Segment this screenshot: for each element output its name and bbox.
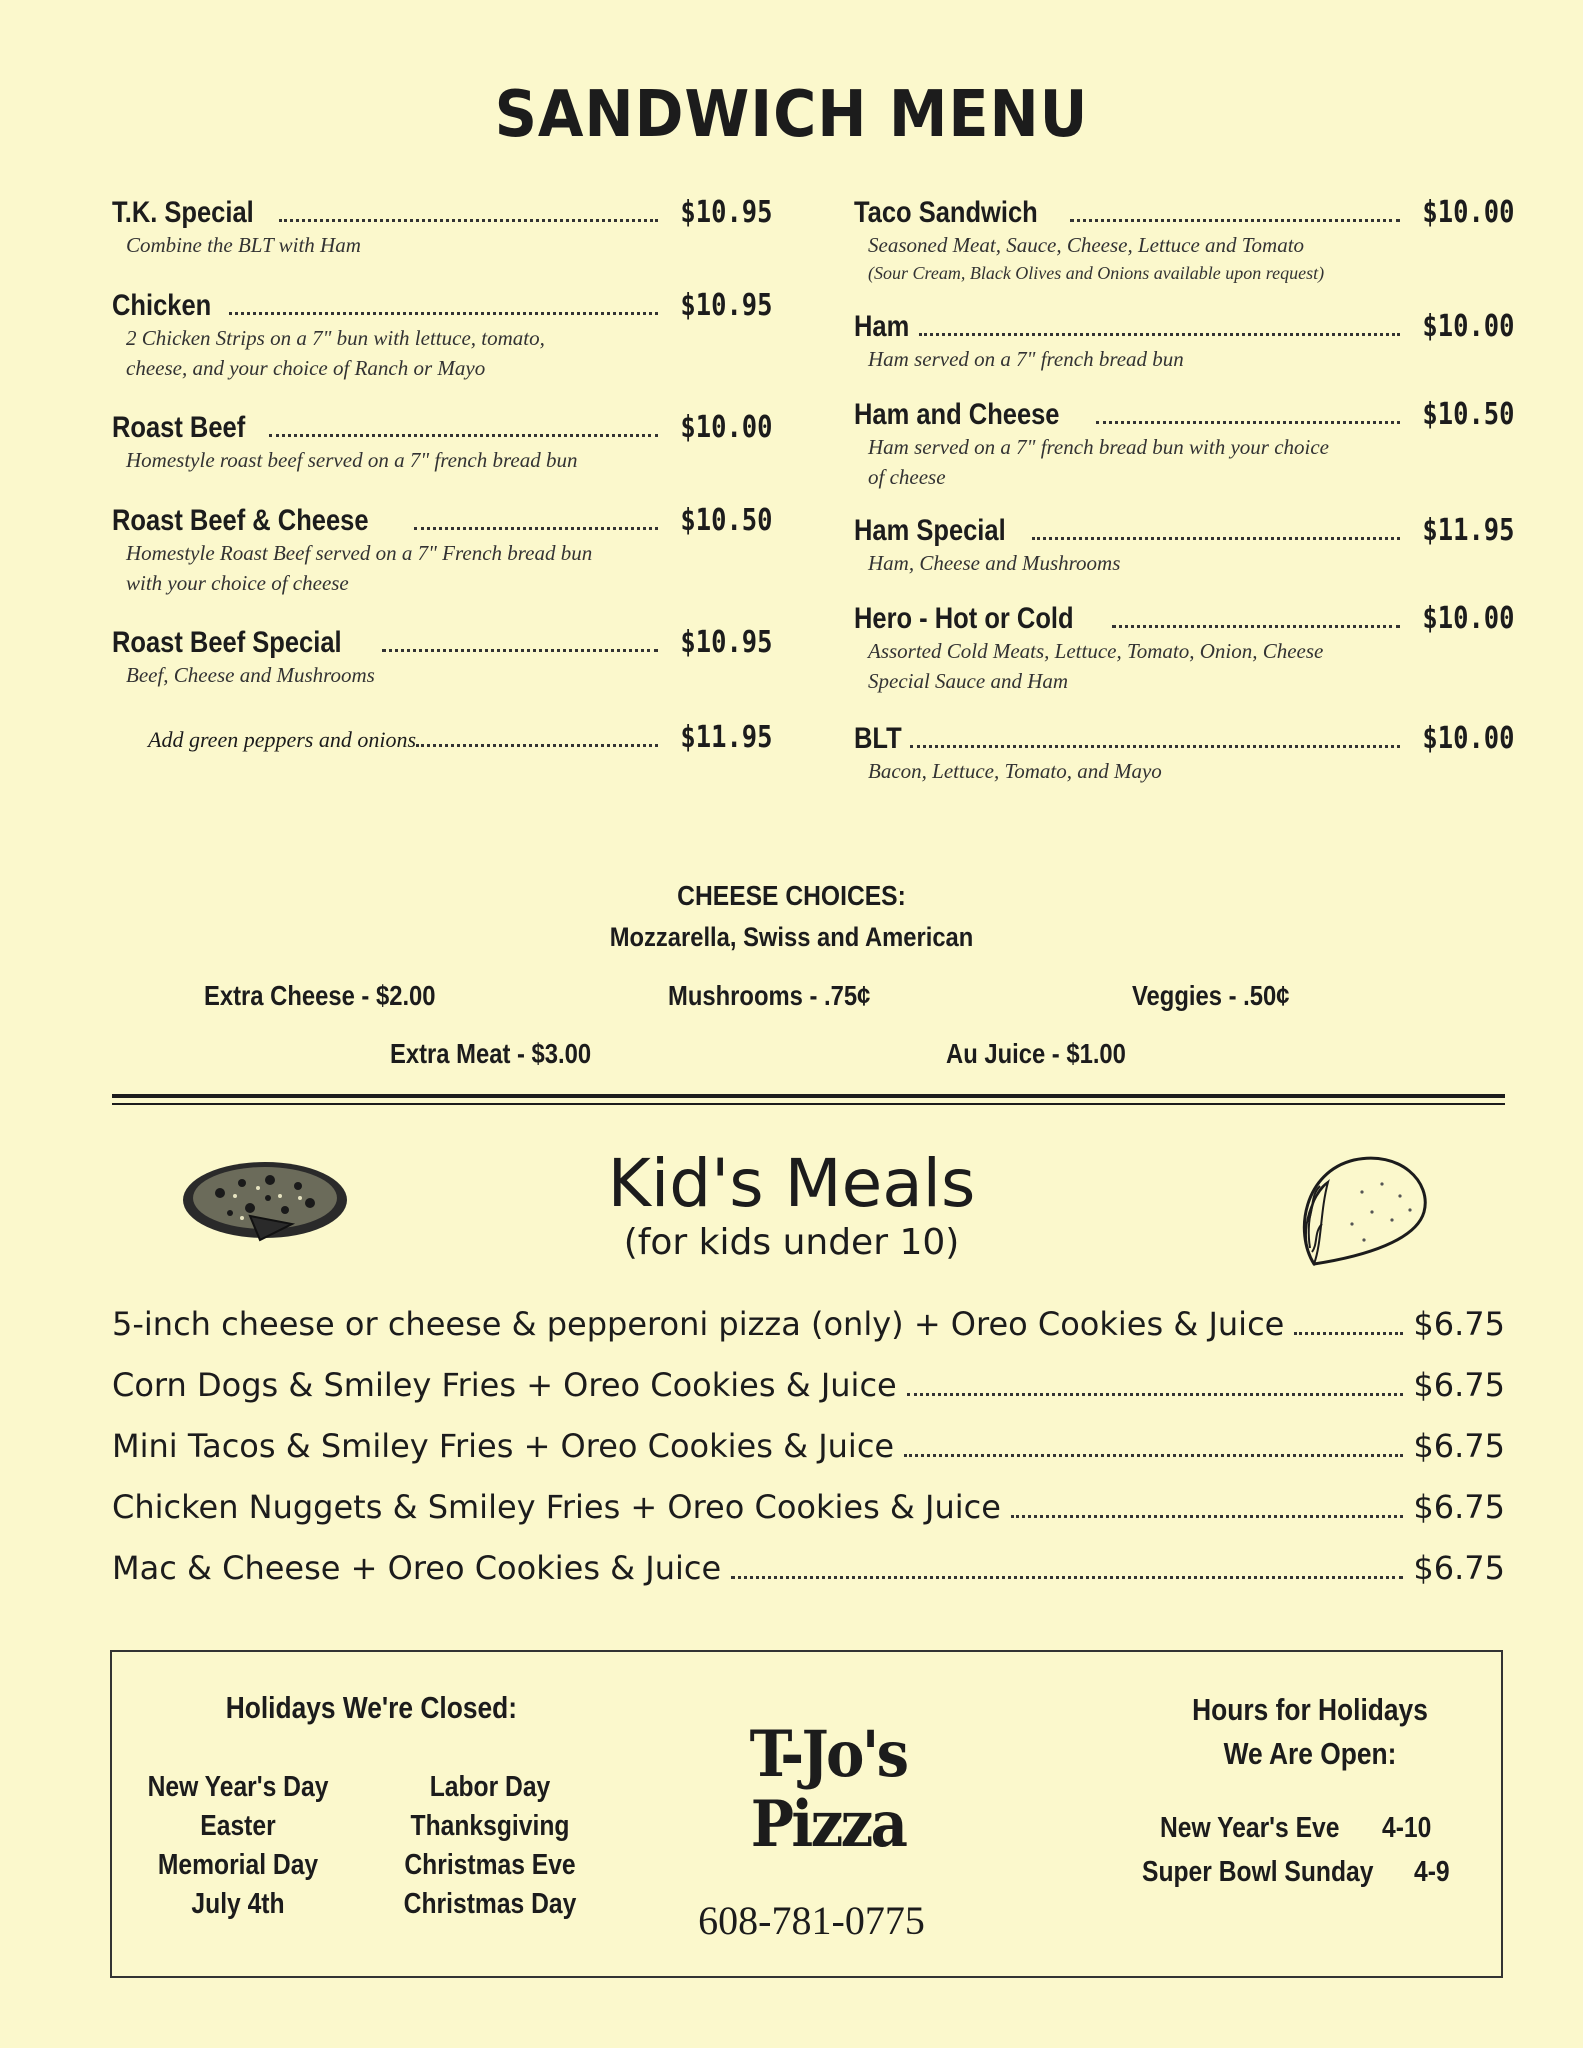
item-name: Add green peppers and onions <box>148 727 417 752</box>
item-name: Ham Special <box>854 514 1006 547</box>
item-name: Roast Beef Special <box>112 626 342 659</box>
menu-item <box>854 721 1515 786</box>
item-description: of cheese <box>868 465 946 489</box>
kid-item-price: $6.75 <box>1413 1488 1505 1526</box>
holidays-closed-title: Holidays We're Closed: <box>225 1690 518 1725</box>
item-price: $10.00 <box>680 410 773 445</box>
menu-item <box>112 410 773 503</box>
logo-line-2: Pizza <box>750 1787 906 1862</box>
item-name: T.K. Special <box>112 196 254 229</box>
item-description: Ham, Cheese and Mushrooms <box>868 551 1121 575</box>
item-description: Ham served on a 7" french bread bun <box>868 347 1184 371</box>
holiday-name: Christmas Eve <box>404 1849 576 1881</box>
tjos-pizza-logo <box>738 1717 918 1862</box>
extra-mushrooms: Mushrooms - .75¢ <box>668 980 871 1011</box>
kid-item-name: Mac & Cheese + Oreo Cookies & Juice <box>112 1549 722 1587</box>
item-description: Combine the BLT with Ham <box>126 233 361 257</box>
item-name: Chicken <box>112 289 212 322</box>
menu-item <box>112 625 773 720</box>
menu-item <box>112 503 773 625</box>
phone-number: 608-781-0775 <box>698 1898 925 1943</box>
holiday-name: New Year's Day <box>147 1771 329 1803</box>
item-price: $10.00 <box>1422 721 1515 756</box>
item-description: Assorted Cold Meats, Lettuce, Tomato, Onion, Cheese <box>868 639 1324 663</box>
item-price: $10.00 <box>1422 309 1515 344</box>
holiday-name: Easter <box>200 1810 276 1842</box>
item-description: Bacon, Lettuce, Tomato, and Mayo <box>868 759 1162 783</box>
cheese-choices-title: CHEESE CHOICES: <box>677 880 906 911</box>
menu-item <box>854 309 1515 397</box>
item-price: $11.95 <box>680 720 773 755</box>
item-price: $10.50 <box>1422 397 1515 432</box>
item-price: $10.95 <box>680 195 773 230</box>
open-holiday-day: New Year's Eve <box>1160 1812 1340 1844</box>
item-name: Taco Sandwich <box>854 196 1038 229</box>
holidays-open-title-1: Hours for Holidays <box>1192 1692 1428 1727</box>
item-price: $10.00 <box>1422 601 1515 636</box>
logo-line-1: T-Jo's <box>749 1717 907 1792</box>
item-price: $10.95 <box>680 288 773 323</box>
menu-item <box>854 397 1515 513</box>
list-item <box>112 1427 1505 1488</box>
list-item <box>112 1549 1505 1610</box>
item-price: $10.50 <box>680 503 773 538</box>
kid-item-price: $6.75 <box>1413 1549 1505 1587</box>
holiday-name: Labor Day <box>429 1771 551 1803</box>
item-name: Ham <box>854 310 910 343</box>
holiday-name: July 4th <box>191 1888 285 1920</box>
kid-item-price: $6.75 <box>1413 1305 1505 1343</box>
menu-item <box>112 288 773 410</box>
cheese-choices-list: Mozzarella, Swiss and American <box>609 922 974 952</box>
extra-au-juice: Au Juice - $1.00 <box>946 1038 1126 1069</box>
item-description: cheese, and your choice of Ranch or Mayo <box>126 356 486 380</box>
kids-meals-subtitle: (for kids under 10) <box>623 1222 960 1263</box>
kids-meals-title: Kid's Meals <box>607 1145 976 1222</box>
kid-item-name: Chicken Nuggets & Smiley Fries + Oreo Cookies & Juice <box>112 1488 1001 1526</box>
item-description: Homestyle roast beef served on a 7" french bread bun <box>126 448 578 472</box>
list-item <box>112 1305 1505 1366</box>
menu-item <box>854 601 1515 721</box>
sandwich-column-left <box>112 195 773 755</box>
extra-cheese: Extra Cheese - $2.00 <box>204 980 436 1011</box>
sandwich-column-right <box>854 195 1515 786</box>
item-note: (Sour Cream, Black Olives and Onions available upon request) <box>868 263 1325 283</box>
kid-item-name: Mini Tacos & Smiley Fries + Oreo Cookies & Juice <box>112 1427 895 1465</box>
extra-meat: Extra Meat - $3.00 <box>390 1038 592 1069</box>
open-holiday-hours: 4-10 <box>1382 1812 1432 1844</box>
item-name: BLT <box>854 722 902 755</box>
holiday-name: Christmas Day <box>403 1888 577 1920</box>
holiday-name: Memorial Day <box>157 1849 319 1881</box>
holidays-open-title-2: We Are Open: <box>1223 1736 1397 1771</box>
item-description: Special Sauce and Ham <box>868 669 1069 693</box>
item-name: Roast Beef <box>112 411 246 444</box>
page-title: SANDWICH MENU <box>494 78 1089 152</box>
menu-item <box>112 195 773 288</box>
kids-meals-list <box>112 1305 1505 1610</box>
extra-veggies: Veggies - .50¢ <box>1132 980 1290 1011</box>
item-description: Ham served on a 7" french bread bun with your choice <box>868 435 1330 459</box>
item-description: 2 Chicken Strips on a 7" bun with lettuce, tomato, <box>126 326 545 350</box>
item-name: Ham and Cheese <box>854 398 1060 431</box>
divider <box>112 1094 1505 1098</box>
item-description: Homestyle Roast Beef served on a 7" French bread bun <box>126 541 593 565</box>
item-description: Beef, Cheese and Mushrooms <box>126 663 375 687</box>
menu-item <box>854 195 1515 309</box>
list-item <box>112 1488 1505 1549</box>
kid-item-name: Corn Dogs & Smiley Fries + Oreo Cookies & Juice <box>112 1366 897 1404</box>
divider <box>112 1103 1505 1105</box>
open-holiday-day: Super Bowl Sunday <box>1142 1856 1374 1888</box>
item-name: Hero - Hot or Cold <box>854 602 1074 635</box>
item-description: with your choice of cheese <box>126 571 349 595</box>
item-price: $10.00 <box>1422 195 1515 230</box>
item-description: Seasoned Meat, Sauce, Cheese, Lettuce and Tomato <box>868 233 1305 257</box>
list-item <box>112 1366 1505 1427</box>
item-price: $10.95 <box>680 625 773 660</box>
menu-item <box>854 513 1515 601</box>
item-name: Roast Beef & Cheese <box>112 504 369 537</box>
kid-item-price: $6.75 <box>1413 1427 1505 1465</box>
kid-item-name: 5-inch cheese or cheese & pepperoni pizza (only) + Oreo Cookies & Juice <box>112 1305 1285 1343</box>
holiday-name: Thanksgiving <box>410 1810 570 1842</box>
menu-item-addon <box>112 720 773 755</box>
item-price: $11.95 <box>1422 513 1515 548</box>
kid-item-price: $6.75 <box>1413 1366 1505 1404</box>
open-holiday-hours: 4-9 <box>1414 1856 1450 1888</box>
